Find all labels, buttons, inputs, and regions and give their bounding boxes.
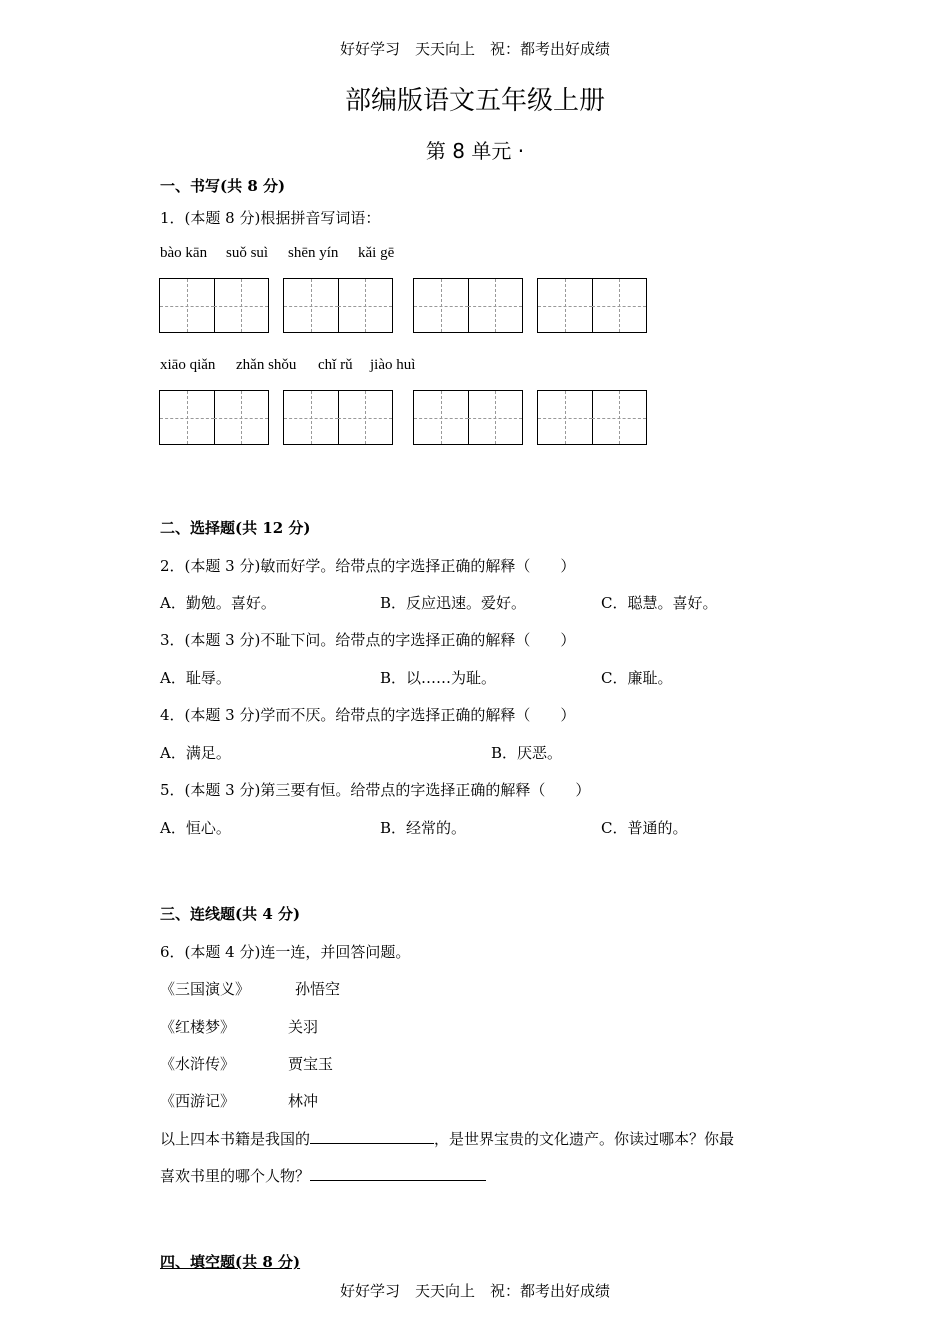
answer-blank[interactable] [310,1129,434,1144]
question-2-options [160,592,800,612]
page-subtitle: 第 8 单元 · [425,139,525,163]
option-c[interactable]: C．聪慧。喜好。 [601,594,718,612]
question-5-options [160,817,800,837]
option-a[interactable]: A．耻辱。 [160,669,231,687]
question-4-stem: 4．(本题 3 分)学而不厌。给带点的字选择正确的解释（ ） [160,706,576,724]
book-title[interactable]: 《水浒传》 [160,1055,236,1073]
writing-grid[interactable] [413,278,523,333]
writing-grid[interactable] [413,390,523,445]
section-2-heading: 二、选择题(共 12 分) [160,519,311,537]
page-footer: 好好学习 天天向上 祝：都考出好成绩 [339,1282,610,1300]
book-title[interactable]: 《三国演义》 [160,980,251,998]
option-b[interactable]: B．以……为耻。 [380,669,497,687]
question-2-stem: 2．(本题 3 分)敏而好学。给带点的字选择正确的解释（ ） [160,557,576,575]
pinyin-item: jiào huì [370,357,416,373]
book-title[interactable]: 《红楼梦》 [160,1018,236,1036]
question-4-options [160,742,800,762]
writing-grid[interactable] [537,278,647,333]
character-name[interactable]: 关羽 [288,1018,319,1036]
section-1-heading: 一、书写(共 8 分) [160,177,286,195]
writing-grid[interactable] [283,390,393,445]
pinyin-row-1 [160,245,460,265]
pinyin-item: shēn yín [288,245,339,261]
pinyin-row-2 [160,357,480,377]
question-6-fill-line-2 [160,1165,486,1186]
section-4-heading: 四、填空题(共 8 分) [160,1253,301,1271]
fill-text: 以上四本书籍是我国的 [160,1130,311,1148]
pinyin-item: chǐ rǔ [318,357,353,373]
option-b[interactable]: B．厌恶。 [491,744,563,762]
character-name[interactable]: 贾宝玉 [288,1055,334,1073]
question-1-stem: 1．(本题 8 分)根据拼音写词语： [160,209,381,227]
book-title[interactable]: 《西游记》 [160,1092,236,1110]
question-5-stem: 5．(本题 3 分)第三要有恒。给带点的字选择正确的解释（ ） [160,781,591,799]
pinyin-item: zhǎn shǒu [236,357,297,373]
answer-blank[interactable] [310,1166,486,1181]
question-6-stem: 6．(本题 4 分)连一连，并回答问题。 [160,943,411,961]
writing-grid[interactable] [159,278,269,333]
question-3-stem: 3．(本题 3 分)不耻下问。给带点的字选择正确的解释（ ） [160,631,576,649]
character-name[interactable]: 林冲 [288,1092,319,1110]
option-a[interactable]: A．恒心。 [160,819,231,837]
character-name[interactable]: 孙悟空 [295,980,341,998]
pinyin-item: kǎi gē [358,245,395,261]
option-c[interactable]: C．廉耻。 [601,669,673,687]
writing-grid[interactable] [159,390,269,445]
page-header: 好好学习 天天向上 祝：都考出好成绩 [339,40,610,58]
option-c[interactable]: C．普通的。 [601,819,688,837]
fill-text: ，是世界宝贵的文化遗产。你读过哪本？你最 [434,1130,735,1148]
option-a[interactable]: A．勤勉。喜好。 [160,594,276,612]
writing-grid[interactable] [537,390,647,445]
option-a[interactable]: A．满足。 [160,744,231,762]
option-b[interactable]: B．经常的。 [380,819,467,837]
writing-grid[interactable] [283,278,393,333]
pinyin-item: suǒ suì [226,245,269,261]
option-b[interactable]: B．反应迅速。爱好。 [380,594,527,612]
pinyin-item: xiāo qiǎn [160,357,216,373]
question-6-fill-line-1 [160,1128,734,1149]
question-3-options [160,667,800,687]
fill-text: 喜欢书里的哪个人物？ [160,1167,311,1185]
pinyin-item: bào kān [160,245,208,261]
section-3-heading: 三、连线题(共 4 分) [160,905,301,923]
page-title: 部编版语文五年级上册 [344,86,605,116]
